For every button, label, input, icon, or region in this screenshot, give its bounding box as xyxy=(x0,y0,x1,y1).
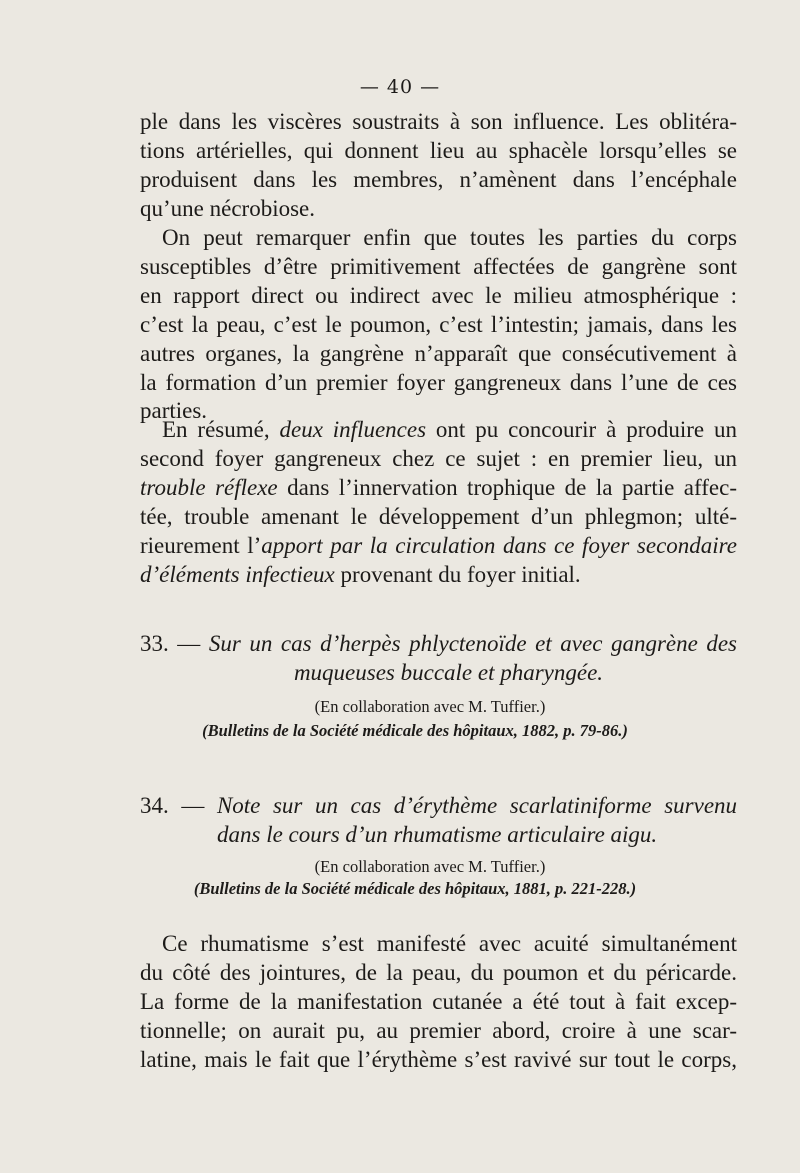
entry-title-line: muqueuses buccale et pharyngée. xyxy=(293,660,604,685)
text-line: En résumé, deux influences ont pu concourir à produire un xyxy=(162,417,737,442)
paragraph-3 xyxy=(140,416,737,589)
entry-number: 33. — xyxy=(140,631,201,656)
text-line: c’est la peau, c’est le poumon, c’est l’intestin; jamais, dans les xyxy=(140,311,737,337)
text-line: produisent dans les membres, n’amènent dans l’encéphale xyxy=(140,166,737,192)
text-line: en rapport direct ou indirect avec le milieu atmosphérique : xyxy=(140,282,737,308)
bibliography-entry-33 xyxy=(140,629,737,687)
text-line: latine, mais le fait que l’érythème s’est ravivé sur tout le corps, xyxy=(140,1046,737,1072)
text-line: ple dans les viscères soustraits à son influence. Les oblitéra- xyxy=(140,109,737,134)
entry-title: Sur un cas d’herpès phlyctenoïde et avec gangrène des xyxy=(208,631,738,656)
bibliography-entry-34 xyxy=(140,791,737,849)
text-line: tionnelle; on aurait pu, au premier abord, croire à une scar- xyxy=(140,1017,737,1043)
collaboration-note: (En collaboration avec M. Tuffier.) xyxy=(314,857,546,876)
page-number: — 40 — xyxy=(359,76,441,98)
text-line: qu’une nécrobiose. xyxy=(140,195,315,221)
paragraph-2 xyxy=(140,224,737,426)
entry-title-line xyxy=(140,791,737,820)
entry-title-line: dans le cours d’un rhumatisme articulaire aigu. xyxy=(217,822,658,847)
text-line: susceptibles d’être primitivement affectées de gangrène sont xyxy=(140,253,737,279)
text-line: autres organes, la gangrène n’apparaît que consécutivement à xyxy=(140,340,737,366)
emphasis: apport par la circulation dans ce foyer secondaire xyxy=(261,532,737,558)
entry-number: 34. — xyxy=(140,793,205,818)
text-line: second foyer gangreneux chez ce sujet : en premier lieu, un xyxy=(140,445,737,471)
emphasis: deux influences xyxy=(279,417,427,442)
text-line: du côté des jointures, de la peau, du poumon et du péricarde. xyxy=(140,959,737,985)
paragraph-1 xyxy=(140,108,737,224)
text-line: tée, trouble amenant le développement d’un phlegmon; ulté- xyxy=(140,503,737,529)
bibliographic-reference: (Bulletins de la Société médicale des hôpitaux, 1882, p. 79-86.) xyxy=(202,721,628,740)
text-line: rieurement l’apport par la circulation dans ce foyer secondaire xyxy=(140,532,737,558)
paragraph-4 xyxy=(140,930,737,1075)
text-line: tions artérielles, qui donnent lieu au sphacèle lorsqu’elles se xyxy=(140,137,737,163)
text-line: La forme de la manifestation cutanée a été tout à fait excep- xyxy=(140,988,737,1014)
emphasis: d’éléments infectieux xyxy=(140,561,335,587)
emphasis: trouble réflexe xyxy=(140,474,278,500)
entry-title-line xyxy=(140,629,737,658)
text-line: On peut remarquer enfin que toutes les parties du corps xyxy=(162,225,737,250)
text-line: la formation d’un premier foyer gangreneux dans l’une de ces xyxy=(140,369,737,395)
collaboration-note: (En collaboration avec M. Tuffier.) xyxy=(314,697,546,716)
bibliographic-reference: (Bulletins de la Société médicale des hôpitaux, 1881, p. 221-228.) xyxy=(193,879,637,898)
entry-title: Note sur un cas d’érythème scarlatiniforme survenu xyxy=(216,793,738,818)
text-line: d’éléments infectieux provenant du foyer initial. xyxy=(140,561,581,587)
text-line: parties. xyxy=(140,398,208,424)
text-line: trouble réflexe dans l’innervation trophique de la partie affec- xyxy=(140,474,737,500)
text-line: Ce rhumatisme s’est manifesté avec acuité simultanément xyxy=(162,931,737,956)
